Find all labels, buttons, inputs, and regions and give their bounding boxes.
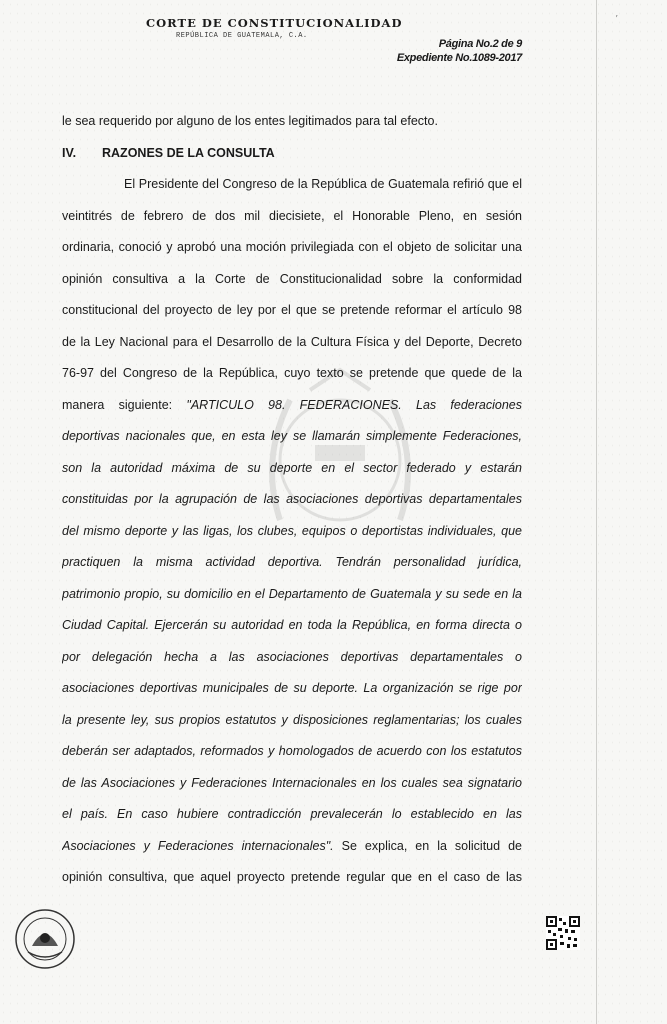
quoted-article-line: son la autoridad máxima de su deporte en el sector federado y estarán — [62, 460, 522, 475]
quoted-article-line: deberán ser adaptados, reformados y homologados de acuerdo con los estatutos — [62, 744, 522, 758]
quoted-article-line: patrimonio propio, su domicilio en el Departamento de Guatemala y su sede en la — [62, 586, 522, 601]
body-line: veintitrés de febrero de dos mil diecisiete, el Honorable Pleno, en sesión — [62, 208, 522, 223]
quoted-article-line: del mismo deporte y las ligas, los clubes, equipos o deportistas individuales, que — [62, 523, 522, 538]
quoted-article-line: por delegación hecha a las asociaciones deportivas departamentales o — [62, 649, 522, 664]
body-line: ordinaria, conoció y aprobó una moción privilegiada con el objeto de solicitar una — [62, 240, 522, 254]
section-heading: IV. RAZONES DE LA CONSULTA — [62, 145, 275, 160]
court-name: CORTE DE CONSTITUCIONALIDAD — [146, 16, 403, 30]
qr-code-icon — [546, 916, 580, 950]
court-seal-icon — [14, 908, 76, 970]
body-line: constitucional del proyecto de ley por el que se pretende reformar el artículo 98 — [62, 303, 522, 317]
body-line: opinión consultiva, que aquel proyecto pretende regular que en el caso de las — [62, 870, 522, 884]
expediente-number: Expediente No.1089-2017 — [396, 52, 522, 64]
quoted-article-line: el país. En caso hubiere contradicción prevalecerán lo establecido en las — [62, 807, 522, 821]
document-body — [62, 106, 522, 894]
court-subtitle: REPÚBLICA DE GUATEMALA, C.A. — [176, 32, 308, 40]
body-line: 76-97 del Congreso de la República, cuyo texto se pretende que quede de la — [62, 366, 522, 380]
body-line: opinión consultiva a la Corte de Constitucionalidad sobre la conformidad — [62, 271, 522, 286]
page-number: Página No.2 de 9 — [438, 38, 522, 50]
corner-mark: ′ — [616, 14, 618, 23]
quoted-article-line: asociaciones deportivas municipales de su deporte. La organización se rige por — [62, 681, 522, 695]
quoted-article-line: de las Asociaciones y Federaciones Internacionales en los cuales sea signatario — [62, 775, 522, 790]
quoted-article-line: Ciudad Capital. Ejercerán su autoridad en toda la República, en forma directa o — [62, 618, 522, 632]
body-line: le sea requerido por alguno de los entes legitimados para tal efecto. — [62, 114, 438, 128]
quoted-article-line: practiquen la misma actividad deportiva. Tendrán personalidad jurídica, — [62, 555, 522, 569]
body-line: Asociaciones y Federaciones internacionales". Se explica, en la solicitud de — [62, 838, 522, 853]
margin-rule — [596, 0, 597, 1024]
body-line: El Presidente del Congreso de la República de Guatemala refirió que el — [124, 177, 522, 191]
quoted-article-line: deportivas nacionales que, en esta ley se llamarán simplemente Federaciones, — [62, 429, 522, 443]
quoted-article-line: la presente ley, sus propios estatutos y disposiciones reglamentarias; los cuales — [62, 712, 522, 727]
body-line: manera siguiente: "ARTICULO 98. FEDERACIONES. Las federaciones — [62, 397, 522, 412]
quoted-article-line: constituidas por la agrupación de las asociaciones deportivas departamentales — [62, 492, 522, 506]
body-line: de la Ley Nacional para el Desarrollo de la Cultura Física y del Deporte, Decreto — [62, 334, 522, 349]
